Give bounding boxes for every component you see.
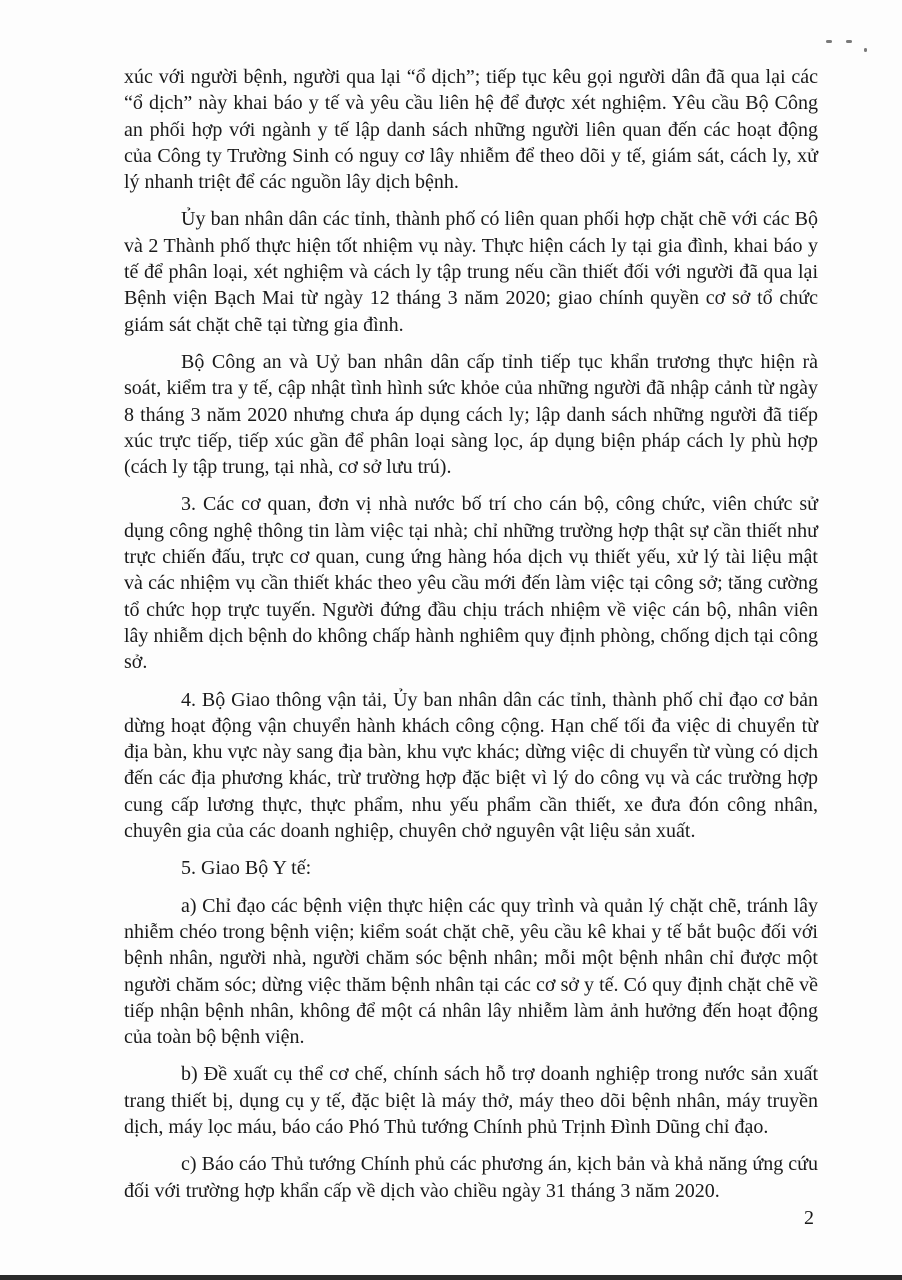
page-number: 2 (804, 1207, 814, 1229)
paragraph-item-4: 4. Bộ Giao thông vận tải, Ủy ban nhân dân các tỉnh, thành phố chỉ đạo cơ bản dừng hoạt động vận chuyển hành khách công cộng. Hạn chế tối đa việc di chuyển từ địa bàn, khu vực này sang địa bàn, khu vực khác; dừng việc di chuyển từ vùng có dịch đến các địa phương khác, trừ trường hợp đặc biệt vì lý do công vụ và các trường hợp cung cấp lương thực, thực phẩm, nhu yếu phẩm cần thiết, xe đưa đón công nhân, chuyên gia của các doanh nghiệp, chuyên chở nguyên vật liệu sản xuất. (124, 688, 818, 843)
scan-speck (846, 40, 852, 43)
paragraph-item-5a: a) Chỉ đạo các bệnh viện thực hiện các quy trình và quản lý chặt chẽ, tránh lây nhiễm chéo trong bệnh viện; kiểm soát chặt chẽ, yêu cầu kê khai y tế bắt buộc đối với bệnh nhân, người nhà, người chăm sóc bệnh nhân; mỗi một bệnh nhân chỉ được một người chăm sóc; dừng việc thăm bệnh nhân tại các cơ sở y tế. Có quy định chặt chẽ về tiếp nhận bệnh nhân, không để một cá nhân lây nhiễm làm ảnh hưởng đến hoạt động của toàn bộ bệnh viện. (124, 894, 818, 1049)
scan-speck (864, 48, 867, 52)
document-body (124, 64, 818, 1215)
paragraph-continuation: xúc với người bệnh, người qua lại “ổ dịch”; tiếp tục kêu gọi người dân đã qua lại các “ổ dịch” này khai báo y tế và yêu cầu liên hệ để được xét nghiệm. Yêu cầu Bộ Công an phối hợp với ngành y tế lập danh sách những người liên quan đến các hoạt động của Công ty Trường Sinh có nguy cơ lây nhiễm để theo dõi y tế, giám sát, cách ly, xử lý nhanh triệt để các nguồn lây dịch bệnh. (124, 66, 818, 194)
paragraph-provincial-committees: Ủy ban nhân dân các tỉnh, thành phố có liên quan phối hợp chặt chẽ với các Bộ và 2 Thành phố thực hiện tốt nhiệm vụ này. Thực hiện cách ly tại gia đình, khai báo y tế để phân loại, xét nghiệm và cách ly tập trung nếu cần thiết đối với người đã qua lại Bệnh viện Bạch Mai từ ngày 12 tháng 3 năm 2020; giao chính quyền cơ sở tổ chức giám sát chặt chẽ tại từng gia đình. (124, 208, 818, 336)
scan-speck (826, 40, 832, 43)
paragraph-item-5-heading: 5. Giao Bộ Y tế: (181, 857, 312, 880)
paragraph-item-5b: b) Đề xuất cụ thể cơ chế, chính sách hỗ trợ doanh nghiệp trong nước sản xuất trang thiết bị, dụng cụ y tế, đặc biệt là máy thở, máy theo dõi bệnh nhân, máy truyền dịch, máy lọc máu, báo cáo Phó Thủ tướng Chính phủ Trịnh Đình Dũng chỉ đạo. (124, 1063, 818, 1138)
paragraph-public-security: Bộ Công an và Uỷ ban nhân dân cấp tỉnh tiếp tục khẩn trương thực hiện rà soát, kiểm tra y tế, cập nhật tình hình sức khỏe của những người đã nhập cảnh từ ngày 8 tháng 3 năm 2020 nhưng chưa áp dụng cách ly; lập danh sách những người đã tiếp xúc trực tiếp, tiếp xúc gần để phân loại sàng lọc, áp dụng biện pháp cách ly phù hợp (cách ly tập trung, tại nhà, cơ sở lưu trú). (124, 350, 818, 479)
scan-bottom-edge (0, 1275, 902, 1280)
paragraph-item-5c: c) Báo cáo Thủ tướng Chính phủ các phương án, kịch bản và khả năng ứng cứu đối với trường hợp khẩn cấp về dịch vào chiều ngày 31 tháng 3 năm 2020. (124, 1153, 818, 1202)
paragraph-item-3: 3. Các cơ quan, đơn vị nhà nước bố trí cho cán bộ, công chức, viên chức sử dụng công nghệ thông tin làm việc tại nhà; chỉ những trường hợp thật sự cần thiết như trực chiến đấu, trực cơ quan, cung ứng hàng hóa dịch vụ thiết yếu, xử lý tài liệu mật và các nhiệm vụ cần thiết khác theo yêu cầu mới đến làm việc tại công sở; tăng cường tổ chức họp trực tuyến. Người đứng đầu chịu trách nhiệm về việc cán bộ, nhân viên lây nhiễm dịch bệnh do không chấp hành nghiêm quy định phòng, chống dịch tại công sở. (124, 493, 818, 674)
